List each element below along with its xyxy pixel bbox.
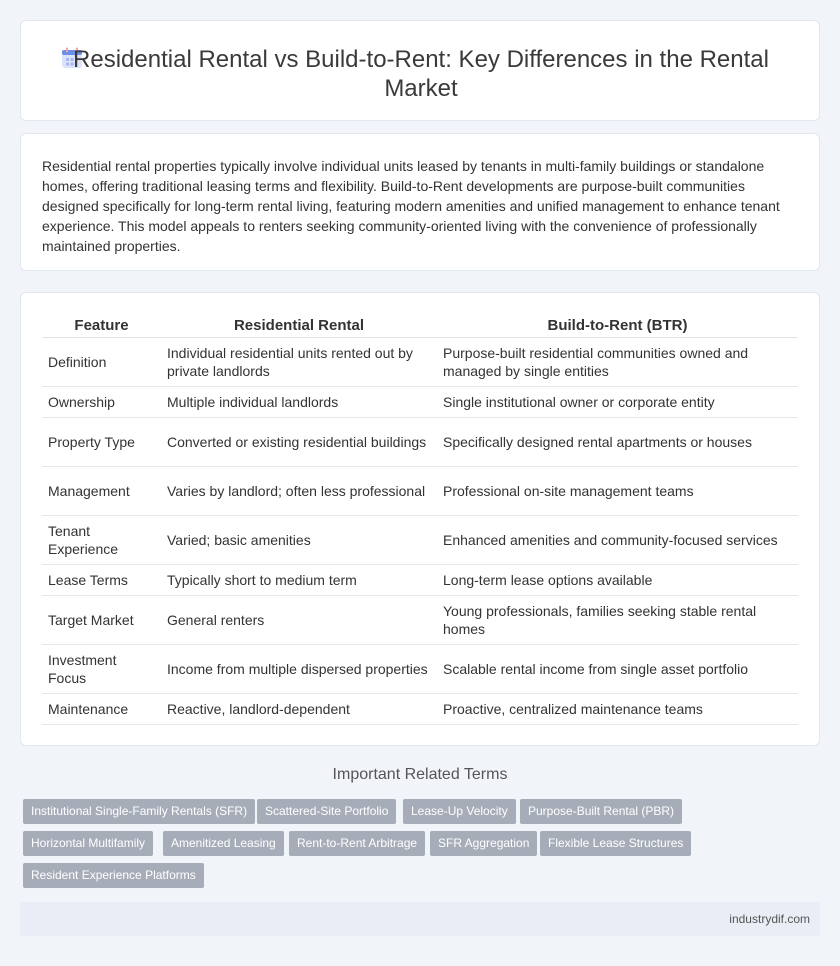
btr-cell: Proactive, centralized maintenance teams: [437, 693, 798, 724]
table-row: [42, 693, 798, 724]
table-row: [42, 515, 798, 564]
title-wrap: [51, 45, 791, 103]
tag-link[interactable]: Amenitized Leasing: [163, 831, 284, 856]
table-row: [42, 644, 798, 693]
table-header-row: [42, 315, 798, 337]
residential-cell: Individual residential units rented out by private landlords: [161, 337, 437, 386]
tag-link[interactable]: Purpose-Built Rental (PBR): [520, 799, 682, 824]
table-row: [42, 417, 798, 466]
tag-link[interactable]: Resident Experience Platforms: [23, 863, 204, 888]
feature-cell: Property Type: [42, 417, 161, 466]
tag-link[interactable]: Horizontal Multifamily: [23, 831, 153, 856]
residential-cell: General renters: [161, 595, 437, 644]
column-header-feature: Feature: [42, 315, 161, 337]
header-card: [20, 20, 820, 121]
comparison-card: [20, 292, 820, 746]
residential-cell: Multiple individual landlords: [161, 386, 437, 417]
column-header-residential: Residential Rental: [161, 315, 437, 337]
tag-link[interactable]: Rent-to-Rent Arbitrage: [289, 831, 425, 856]
residential-cell: Varied; basic amenities: [161, 515, 437, 564]
residential-cell: Typically short to medium term: [161, 564, 437, 595]
comparison-table: [42, 315, 798, 725]
related-terms-heading: Important Related Terms: [332, 766, 508, 783]
tag-link[interactable]: SFR Aggregation: [430, 831, 537, 856]
btr-cell: Professional on-site management teams: [437, 466, 798, 515]
tag-link[interactable]: Flexible Lease Structures: [540, 831, 691, 856]
btr-cell: Long-term lease options available: [437, 564, 798, 595]
residential-cell: Reactive, landlord-dependent: [161, 693, 437, 724]
page-title: Residential Rental vs Build-to-Rent: Key Differences in the Rental Market: [73, 46, 769, 102]
residential-cell: Varies by landlord; often less professional: [161, 466, 437, 515]
tag-link[interactable]: Institutional Single-Family Rentals (SFR): [23, 799, 255, 824]
feature-cell: Maintenance: [42, 693, 161, 724]
footer: [20, 902, 820, 936]
table-row: [42, 386, 798, 417]
btr-cell: Scalable rental income from single asset portfolio: [437, 644, 798, 693]
feature-cell: Management: [42, 466, 161, 515]
btr-cell: Specifically designed rental apartments or houses: [437, 417, 798, 466]
table-row: [42, 466, 798, 515]
table-row: [42, 564, 798, 595]
feature-cell: Lease Terms: [42, 564, 161, 595]
table-row: [42, 595, 798, 644]
btr-cell: Young professionals, families seeking stable rental homes: [437, 595, 798, 644]
residential-cell: Income from multiple dispersed properties: [161, 644, 437, 693]
tag-link[interactable]: Lease-Up Velocity: [403, 799, 516, 824]
feature-cell: Tenant Experience: [42, 515, 161, 564]
residential-cell: Converted or existing residential buildings: [161, 417, 437, 466]
table-row: [42, 337, 798, 386]
tag-link[interactable]: Scattered-Site Portfolio: [257, 799, 396, 824]
intro-card: [20, 133, 820, 271]
btr-cell: Enhanced amenities and community-focused services: [437, 515, 798, 564]
btr-cell: Single institutional owner or corporate entity: [437, 386, 798, 417]
intro-paragraph: Residential rental properties typically involve individual units leased by tenants in multi-family buildings or standalone homes, offering traditional leasing terms and flexibility. Build-to-Rent developments are purpose-built communities designed specifically for long-term rental living, featuring modern amenities and unified management to enhance tenant experience. This model appeals to renters seeking community-oriented living with the convenience of professionally maintained properties.: [42, 158, 780, 254]
footer-site[interactable]: industrydif.com: [729, 912, 810, 926]
feature-cell: Ownership: [42, 386, 161, 417]
feature-cell: Target Market: [42, 595, 161, 644]
feature-cell: Definition: [42, 337, 161, 386]
btr-cell: Purpose-built residential communities owned and managed by single entities: [437, 337, 798, 386]
column-header-btr: Build-to-Rent (BTR): [437, 315, 798, 337]
feature-cell: Investment Focus: [42, 644, 161, 693]
